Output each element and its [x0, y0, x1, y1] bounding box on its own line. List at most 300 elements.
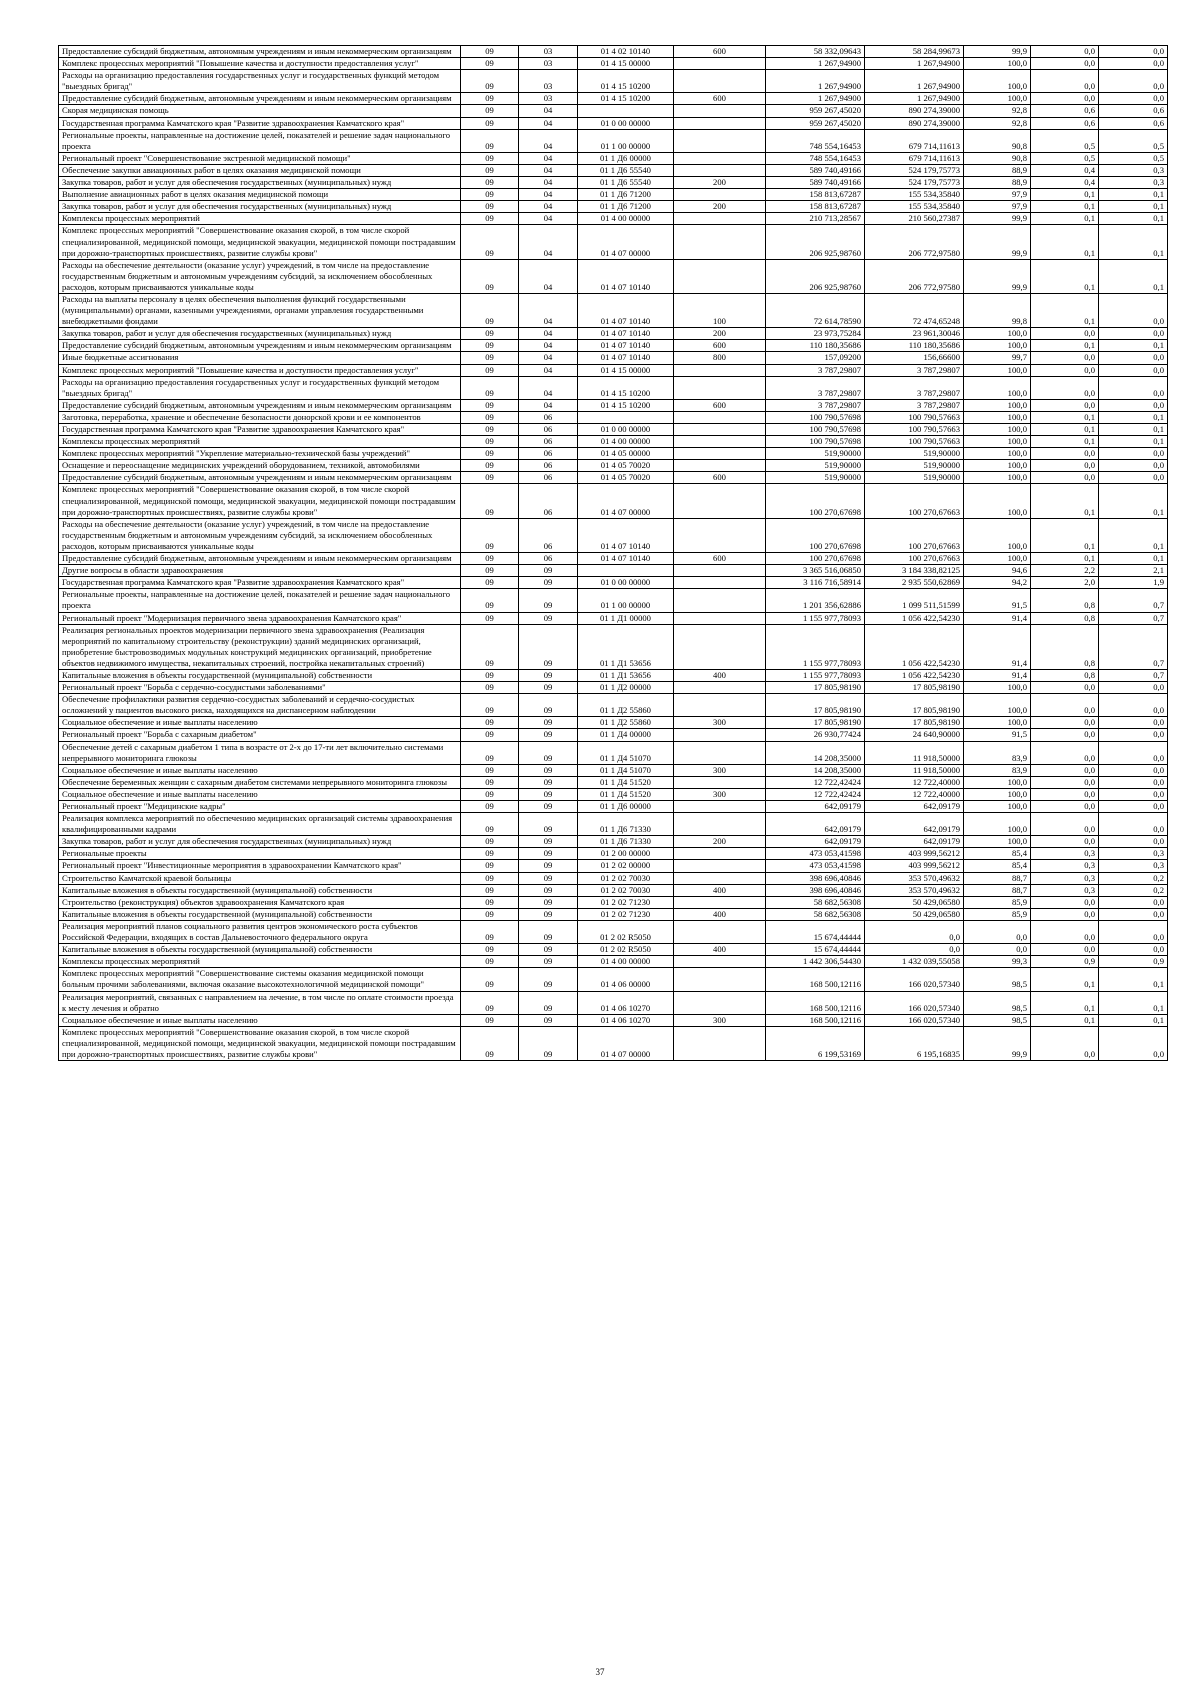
ministry-code-cell: 09 — [461, 129, 519, 152]
target-article-code-cell: 01 4 15 10200 — [578, 376, 674, 399]
target-article-code-cell: 01 4 07 10140 — [578, 293, 674, 327]
target-article-code-cell: 01 4 07 00000 — [578, 484, 674, 518]
ministry-code-cell: 09 — [461, 860, 519, 872]
ministry-code-cell: 09 — [461, 201, 519, 213]
execution-percent-cell: 100,0 — [964, 448, 1031, 460]
execution-percent-cell: 99,9 — [964, 46, 1031, 58]
ministry-code-cell: 09 — [461, 836, 519, 848]
executed-amount-cell: 17 805,98190 — [865, 717, 964, 729]
table-row — [59, 776, 1168, 788]
planned-amount-cell: 100 790,57698 — [766, 436, 865, 448]
expense-type-code-cell: 300 — [674, 717, 766, 729]
planned-amount-cell: 1 155 977,78093 — [766, 669, 865, 681]
share-plan-cell: 0,3 — [1031, 884, 1099, 896]
expense-type-code-cell: 100 — [674, 293, 766, 327]
share-fact-cell: 0,3 — [1099, 860, 1168, 872]
ministry-code-cell: 09 — [461, 448, 519, 460]
subsection-code-cell: 09 — [519, 776, 578, 788]
row-name-cell: Расходы на обеспечение деятельности (оказание услуг) учреждений, в том числе на предоставление государственным бюджетным и автономным учреждениям субсидий, за исключением обособленных расходов, которым присваиваются уникальные коды — [59, 259, 461, 293]
share-plan-cell: 0,1 — [1031, 259, 1099, 293]
table-row — [59, 376, 1168, 399]
table-row — [59, 565, 1168, 577]
row-name-cell: Социальное обеспечение и иные выплаты населению — [59, 1014, 461, 1026]
expense-type-code-cell — [674, 694, 766, 717]
expense-type-code-cell — [674, 117, 766, 129]
execution-percent-cell: 0,0 — [964, 944, 1031, 956]
share-plan-cell: 0,1 — [1031, 484, 1099, 518]
table-row — [59, 189, 1168, 201]
share-fact-cell: 0,0 — [1099, 788, 1168, 800]
share-fact-cell: 0,2 — [1099, 872, 1168, 884]
share-plan-cell: 0,0 — [1031, 920, 1099, 943]
expense-type-code-cell — [674, 729, 766, 741]
execution-percent-cell: 91,5 — [964, 589, 1031, 612]
ministry-code-cell: 09 — [461, 213, 519, 225]
planned-amount-cell: 17 805,98190 — [766, 694, 865, 717]
subsection-code-cell: 09 — [519, 682, 578, 694]
ministry-code-cell: 09 — [461, 177, 519, 189]
executed-amount-cell: 2 935 550,62869 — [865, 577, 964, 589]
executed-amount-cell: 1 267,94900 — [865, 70, 964, 93]
row-name-cell: Обеспечение детей с сахарным диабетом 1 типа в возрасте от 2-х до 17-ти лет включительно системами непрерывного мониторинга глюкозы — [59, 741, 461, 764]
target-article-code-cell: 01 1 Д6 71330 — [578, 836, 674, 848]
subsection-code-cell: 09 — [519, 577, 578, 589]
subsection-code-cell: 04 — [519, 117, 578, 129]
executed-amount-cell: 1 056 422,54230 — [865, 669, 964, 681]
row-name-cell: Региональный проект "Медицинские кадры" — [59, 801, 461, 813]
budget-sheet — [58, 45, 1167, 1061]
ministry-code-cell: 09 — [461, 848, 519, 860]
planned-amount-cell: 6 199,53169 — [766, 1026, 865, 1060]
subsection-code-cell: 03 — [519, 70, 578, 93]
ministry-code-cell: 09 — [461, 352, 519, 364]
table-row — [59, 860, 1168, 872]
execution-percent-cell: 98,5 — [964, 1014, 1031, 1026]
expense-type-code-cell — [674, 484, 766, 518]
row-name-cell: Капитальные вложения в объекты государственной (муниципальной) собственности — [59, 884, 461, 896]
share-fact-cell: 0,1 — [1099, 991, 1168, 1014]
table-row — [59, 920, 1168, 943]
target-article-code-cell: 01 2 02 R5050 — [578, 920, 674, 943]
planned-amount-cell: 158 813,67287 — [766, 201, 865, 213]
planned-amount-cell: 1 201 356,62886 — [766, 589, 865, 612]
row-name-cell: Региональный проект "Модернизация первичного звена здравоохранения Камчатского края" — [59, 612, 461, 624]
planned-amount-cell: 3 787,29807 — [766, 376, 865, 399]
share-fact-cell: 0,1 — [1099, 213, 1168, 225]
share-fact-cell: 0,0 — [1099, 694, 1168, 717]
share-plan-cell: 0,8 — [1031, 624, 1099, 669]
planned-amount-cell: 100 270,67698 — [766, 518, 865, 552]
executed-amount-cell: 679 714,11613 — [865, 129, 964, 152]
target-article-code-cell: 01 1 Д6 71200 — [578, 201, 674, 213]
planned-amount-cell: 959 267,45020 — [766, 105, 865, 117]
share-fact-cell: 0,7 — [1099, 589, 1168, 612]
budget-table — [58, 45, 1168, 1061]
ministry-code-cell: 09 — [461, 920, 519, 943]
table-row — [59, 717, 1168, 729]
executed-amount-cell: 23 961,30046 — [865, 328, 964, 340]
share-fact-cell: 0,5 — [1099, 152, 1168, 164]
execution-percent-cell: 100,0 — [964, 436, 1031, 448]
share-fact-cell: 0,0 — [1099, 896, 1168, 908]
subsection-code-cell: 09 — [519, 788, 578, 800]
share-fact-cell: 0,0 — [1099, 717, 1168, 729]
execution-percent-cell: 100,0 — [964, 518, 1031, 552]
subsection-code-cell: 09 — [519, 908, 578, 920]
share-fact-cell: 0,1 — [1099, 340, 1168, 352]
share-fact-cell: 0,0 — [1099, 293, 1168, 327]
ministry-code-cell: 09 — [461, 908, 519, 920]
table-row — [59, 484, 1168, 518]
ministry-code-cell: 09 — [461, 682, 519, 694]
ministry-code-cell: 09 — [461, 259, 519, 293]
share-plan-cell: 0,4 — [1031, 177, 1099, 189]
share-plan-cell: 0,1 — [1031, 968, 1099, 991]
ministry-code-cell: 09 — [461, 152, 519, 164]
row-name-cell: Скорая медицинская помощь — [59, 105, 461, 117]
planned-amount-cell: 15 674,44444 — [766, 920, 865, 943]
execution-percent-cell: 100,0 — [964, 694, 1031, 717]
row-name-cell: Комплексы процессных мероприятий — [59, 213, 461, 225]
row-name-cell: Реализация мероприятий, связанных с направлением на лечение, в том числе по оплате стоимости проезда к месту лечения и обратно — [59, 991, 461, 1014]
planned-amount-cell: 26 930,77424 — [766, 729, 865, 741]
expense-type-code-cell — [674, 920, 766, 943]
expense-type-code-cell — [674, 741, 766, 764]
share-fact-cell: 0,3 — [1099, 177, 1168, 189]
share-plan-cell: 0,1 — [1031, 518, 1099, 552]
share-plan-cell: 0,1 — [1031, 225, 1099, 259]
share-fact-cell: 0,2 — [1099, 884, 1168, 896]
row-name-cell: Капитальные вложения в объекты государственной (муниципальной) собственности — [59, 908, 461, 920]
execution-percent-cell: 99,9 — [964, 225, 1031, 259]
row-name-cell: Обеспечение профилактики развития сердечно-сосудистых заболеваний и сердечно-сосудистых осложнений у пациентов высокого риска, находящихся на диспансерном наблюдении — [59, 694, 461, 717]
ministry-code-cell: 09 — [461, 58, 519, 70]
subsection-code-cell: 06 — [519, 518, 578, 552]
executed-amount-cell: 679 714,11613 — [865, 152, 964, 164]
execution-percent-cell: 88,9 — [964, 177, 1031, 189]
executed-amount-cell: 3 787,29807 — [865, 364, 964, 376]
subsection-code-cell: 04 — [519, 105, 578, 117]
table-row — [59, 448, 1168, 460]
table-row — [59, 352, 1168, 364]
subsection-code-cell: 09 — [519, 968, 578, 991]
execution-percent-cell: 88,7 — [964, 884, 1031, 896]
target-article-code-cell: 01 4 00 00000 — [578, 213, 674, 225]
planned-amount-cell: 1 267,94900 — [766, 70, 865, 93]
subsection-code-cell: 09 — [519, 920, 578, 943]
share-plan-cell: 0,0 — [1031, 46, 1099, 58]
table-row — [59, 460, 1168, 472]
table-row — [59, 729, 1168, 741]
table-row — [59, 682, 1168, 694]
share-plan-cell: 0,0 — [1031, 694, 1099, 717]
execution-percent-cell: 88,7 — [964, 872, 1031, 884]
execution-percent-cell: 99,7 — [964, 352, 1031, 364]
expense-type-code-cell: 300 — [674, 1014, 766, 1026]
execution-percent-cell: 100,0 — [964, 472, 1031, 484]
expense-type-code-cell — [674, 801, 766, 813]
share-plan-cell: 0,0 — [1031, 58, 1099, 70]
expense-type-code-cell: 600 — [674, 340, 766, 352]
subsection-code-cell: 09 — [519, 872, 578, 884]
executed-amount-cell: 50 429,06580 — [865, 908, 964, 920]
ministry-code-cell: 09 — [461, 1026, 519, 1060]
planned-amount-cell: 642,09179 — [766, 813, 865, 836]
target-article-code-cell: 01 1 Д2 55860 — [578, 694, 674, 717]
share-fact-cell: 0,0 — [1099, 472, 1168, 484]
subsection-code-cell: 04 — [519, 340, 578, 352]
subsection-code-cell: 04 — [519, 129, 578, 152]
share-plan-cell: 0,1 — [1031, 991, 1099, 1014]
expense-type-code-cell — [674, 259, 766, 293]
subsection-code-cell: 09 — [519, 1014, 578, 1026]
expense-type-code-cell — [674, 70, 766, 93]
execution-percent-cell: 100,0 — [964, 813, 1031, 836]
executed-amount-cell: 100 790,57663 — [865, 411, 964, 423]
target-article-code-cell: 01 4 07 10140 — [578, 553, 674, 565]
planned-amount-cell: 959 267,45020 — [766, 117, 865, 129]
ministry-code-cell: 09 — [461, 399, 519, 411]
table-row — [59, 152, 1168, 164]
share-plan-cell: 0,1 — [1031, 436, 1099, 448]
executed-amount-cell: 110 180,35686 — [865, 340, 964, 352]
target-article-code-cell: 01 2 02 R5050 — [578, 944, 674, 956]
subsection-code-cell: 09 — [519, 848, 578, 860]
planned-amount-cell: 748 554,16453 — [766, 129, 865, 152]
row-name-cell: Региональные проекты, направленные на достижение целей, показателей и решение задач национального проекта — [59, 589, 461, 612]
planned-amount-cell: 17 805,98190 — [766, 717, 865, 729]
execution-percent-cell: 100,0 — [964, 836, 1031, 848]
row-name-cell: Закупка товаров, работ и услуг для обеспечения государственных (муниципальных) нужд — [59, 328, 461, 340]
row-name-cell: Комплекс процессных мероприятий "Совершенствование оказания скорой, в том числе скорой специализированной, медицинской помощи, медицинской эвакуации, медицинской помощи пострадавшим при дорожно-транспортных происшествиях, развитие службы крови" — [59, 225, 461, 259]
expense-type-code-cell: 600 — [674, 93, 766, 105]
expense-type-code-cell — [674, 577, 766, 589]
planned-amount-cell: 210 713,28567 — [766, 213, 865, 225]
executed-amount-cell: 12 722,40000 — [865, 788, 964, 800]
row-name-cell: Комплексы процессных мероприятий — [59, 436, 461, 448]
executed-amount-cell: 1 056 422,54230 — [865, 612, 964, 624]
row-name-cell: Расходы на организацию предоставления государственных услуг и государственных функций методом "выездных бригад" — [59, 376, 461, 399]
row-name-cell: Региональный проект "Совершенствование экстренной медицинской помощи" — [59, 152, 461, 164]
share-fact-cell: 0,6 — [1099, 105, 1168, 117]
share-plan-cell: 0,8 — [1031, 669, 1099, 681]
execution-percent-cell: 100,0 — [964, 70, 1031, 93]
table-row — [59, 836, 1168, 848]
execution-percent-cell: 100,0 — [964, 553, 1031, 565]
share-plan-cell: 0,0 — [1031, 729, 1099, 741]
share-fact-cell: 0,6 — [1099, 117, 1168, 129]
planned-amount-cell: 473 053,41598 — [766, 860, 865, 872]
share-fact-cell: 0,1 — [1099, 189, 1168, 201]
row-name-cell: Предоставление субсидий бюджетным, автономным учреждениям и иным некоммерческим организациям — [59, 472, 461, 484]
share-fact-cell: 0,0 — [1099, 776, 1168, 788]
execution-percent-cell: 100,0 — [964, 376, 1031, 399]
table-row — [59, 1014, 1168, 1026]
ministry-code-cell: 09 — [461, 328, 519, 340]
planned-amount-cell: 100 790,57698 — [766, 424, 865, 436]
planned-amount-cell: 14 208,35000 — [766, 764, 865, 776]
ministry-code-cell: 09 — [461, 364, 519, 376]
target-article-code-cell: 01 1 Д1 00000 — [578, 612, 674, 624]
planned-amount-cell: 398 696,40846 — [766, 884, 865, 896]
share-plan-cell: 0,5 — [1031, 129, 1099, 152]
subsection-code-cell: 09 — [519, 860, 578, 872]
subsection-code-cell: 09 — [519, 1026, 578, 1060]
subsection-code-cell: 03 — [519, 58, 578, 70]
expense-type-code-cell — [674, 682, 766, 694]
share-fact-cell: 0,0 — [1099, 813, 1168, 836]
ministry-code-cell: 09 — [461, 577, 519, 589]
execution-percent-cell: 91,4 — [964, 669, 1031, 681]
subsection-code-cell: 09 — [519, 669, 578, 681]
share-plan-cell: 0,0 — [1031, 896, 1099, 908]
execution-percent-cell: 100,0 — [964, 460, 1031, 472]
table-row — [59, 105, 1168, 117]
execution-percent-cell: 100,0 — [964, 717, 1031, 729]
planned-amount-cell: 748 554,16453 — [766, 152, 865, 164]
table-row — [59, 741, 1168, 764]
expense-type-code-cell: 300 — [674, 764, 766, 776]
share-plan-cell: 0,1 — [1031, 424, 1099, 436]
table-row — [59, 293, 1168, 327]
target-article-code-cell: 01 4 07 00000 — [578, 225, 674, 259]
subsection-code-cell: 09 — [519, 624, 578, 669]
table-row — [59, 813, 1168, 836]
share-fact-cell: 0,0 — [1099, 46, 1168, 58]
ministry-code-cell: 09 — [461, 164, 519, 176]
target-article-code-cell: 01 1 Д2 55860 — [578, 717, 674, 729]
target-article-code-cell: 01 4 07 10140 — [578, 340, 674, 352]
share-plan-cell: 0,8 — [1031, 589, 1099, 612]
row-name-cell: Государственная программа Камчатского края "Развитие здравоохранения Камчатского края" — [59, 117, 461, 129]
execution-percent-cell: 91,5 — [964, 729, 1031, 741]
share-fact-cell: 0,7 — [1099, 669, 1168, 681]
table-row — [59, 669, 1168, 681]
ministry-code-cell: 09 — [461, 93, 519, 105]
ministry-code-cell: 09 — [461, 484, 519, 518]
planned-amount-cell: 100 270,67698 — [766, 553, 865, 565]
target-article-code-cell: 01 2 02 71230 — [578, 908, 674, 920]
row-name-cell: Закупка товаров, работ и услуг для обеспечения государственных (муниципальных) нужд — [59, 201, 461, 213]
target-article-code-cell: 01 1 Д6 71200 — [578, 189, 674, 201]
expense-type-code-cell — [674, 813, 766, 836]
expense-type-code-cell — [674, 376, 766, 399]
execution-percent-cell: 99,9 — [964, 1026, 1031, 1060]
table-row — [59, 93, 1168, 105]
executed-amount-cell: 890 274,39000 — [865, 105, 964, 117]
target-article-code-cell: 01 4 07 00000 — [578, 1026, 674, 1060]
expense-type-code-cell — [674, 776, 766, 788]
expense-type-code-cell — [674, 411, 766, 423]
planned-amount-cell: 642,09179 — [766, 801, 865, 813]
table-row — [59, 164, 1168, 176]
share-plan-cell: 0,4 — [1031, 164, 1099, 176]
share-fact-cell: 0,1 — [1099, 1014, 1168, 1026]
share-fact-cell: 0,1 — [1099, 436, 1168, 448]
row-name-cell: Социальное обеспечение и иные выплаты населению — [59, 764, 461, 776]
table-row — [59, 259, 1168, 293]
executed-amount-cell: 3 787,29807 — [865, 399, 964, 411]
expense-type-code-cell — [674, 860, 766, 872]
target-article-code-cell: 01 4 06 10270 — [578, 1014, 674, 1026]
share-fact-cell: 0,0 — [1099, 448, 1168, 460]
execution-percent-cell: 100,0 — [964, 58, 1031, 70]
planned-amount-cell: 168 500,12116 — [766, 1014, 865, 1026]
target-article-code-cell: 01 1 Д1 53656 — [578, 624, 674, 669]
expense-type-code-cell: 600 — [674, 553, 766, 565]
execution-percent-cell: 100,0 — [964, 776, 1031, 788]
subsection-code-cell: 09 — [519, 694, 578, 717]
target-article-code-cell — [578, 565, 674, 577]
row-name-cell: Закупка товаров, работ и услуг для обеспечения государственных (муниципальных) нужд — [59, 177, 461, 189]
ministry-code-cell: 09 — [461, 424, 519, 436]
target-article-code-cell — [578, 411, 674, 423]
row-name-cell: Иные бюджетные ассигнования — [59, 352, 461, 364]
ministry-code-cell: 09 — [461, 872, 519, 884]
planned-amount-cell: 157,09200 — [766, 352, 865, 364]
planned-amount-cell: 398 696,40846 — [766, 872, 865, 884]
executed-amount-cell: 1 267,94900 — [865, 93, 964, 105]
row-name-cell: Социальное обеспечение и иные выплаты населению — [59, 788, 461, 800]
share-fact-cell: 0,1 — [1099, 484, 1168, 518]
share-plan-cell: 0,1 — [1031, 340, 1099, 352]
share-plan-cell: 0,0 — [1031, 813, 1099, 836]
expense-type-code-cell — [674, 448, 766, 460]
ministry-code-cell: 09 — [461, 694, 519, 717]
executed-amount-cell: 155 534,35840 — [865, 189, 964, 201]
target-article-code-cell: 01 4 02 10140 — [578, 46, 674, 58]
table-row — [59, 896, 1168, 908]
subsection-code-cell: 09 — [519, 764, 578, 776]
table-row — [59, 436, 1168, 448]
target-article-code-cell: 01 4 07 10140 — [578, 259, 674, 293]
share-plan-cell: 0,0 — [1031, 741, 1099, 764]
ministry-code-cell: 09 — [461, 589, 519, 612]
share-plan-cell: 0,1 — [1031, 213, 1099, 225]
expense-type-code-cell: 300 — [674, 788, 766, 800]
row-name-cell: Реализация комплекса мероприятий по обеспечению медицинских организаций системы здравоохранения квалифицированными кадрами — [59, 813, 461, 836]
target-article-code-cell: 01 4 15 00000 — [578, 58, 674, 70]
ministry-code-cell: 09 — [461, 788, 519, 800]
target-article-code-cell: 01 4 07 10140 — [578, 328, 674, 340]
executed-amount-cell: 166 020,57340 — [865, 968, 964, 991]
ministry-code-cell: 09 — [461, 117, 519, 129]
ministry-code-cell: 09 — [461, 70, 519, 93]
planned-amount-cell: 58 682,56308 — [766, 896, 865, 908]
ministry-code-cell: 09 — [461, 436, 519, 448]
expense-type-code-cell: 200 — [674, 201, 766, 213]
share-plan-cell: 0,1 — [1031, 411, 1099, 423]
table-row — [59, 788, 1168, 800]
target-article-code-cell: 01 1 Д6 55540 — [578, 177, 674, 189]
row-name-cell: Предоставление субсидий бюджетным, автономным учреждениям и иным некоммерческим организациям — [59, 340, 461, 352]
row-name-cell: Комплекс процессных мероприятий "Укрепление материально-технической базы учреждений" — [59, 448, 461, 460]
share-plan-cell: 0,0 — [1031, 93, 1099, 105]
row-name-cell: Социальное обеспечение и иные выплаты населению — [59, 717, 461, 729]
expense-type-code-cell — [674, 364, 766, 376]
table-row — [59, 801, 1168, 813]
execution-percent-cell: 91,4 — [964, 612, 1031, 624]
ministry-code-cell: 09 — [461, 991, 519, 1014]
execution-percent-cell: 99,9 — [964, 213, 1031, 225]
ministry-code-cell: 09 — [461, 944, 519, 956]
table-row — [59, 129, 1168, 152]
executed-amount-cell: 156,66600 — [865, 352, 964, 364]
table-row — [59, 58, 1168, 70]
row-name-cell: Закупка товаров, работ и услуг для обеспечения государственных (муниципальных) нужд — [59, 836, 461, 848]
planned-amount-cell: 14 208,35000 — [766, 741, 865, 764]
row-name-cell: Региональные проекты — [59, 848, 461, 860]
